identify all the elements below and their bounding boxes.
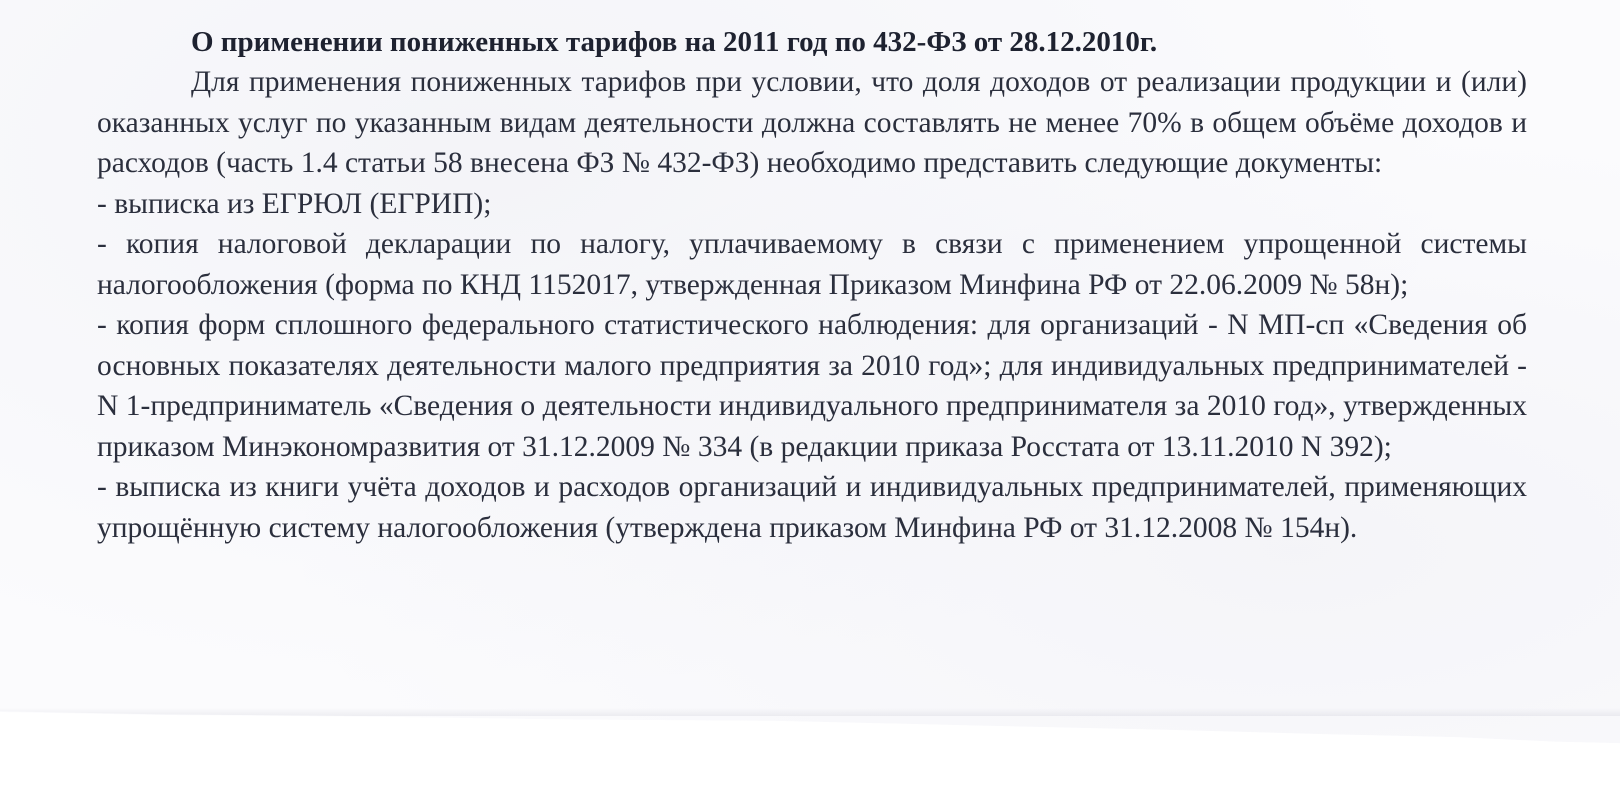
list-item-egrul: - выписка из ЕГРЮЛ (ЕГРИП); bbox=[97, 187, 492, 220]
list-item-tax-declaration: - копия налоговой декларации по налогу, уплачиваемому в связи с применением упрощенной системы налогообложения (форма по КНД 1152017, утвержденная Приказом Минфина РФ от 22.06.2009 № 58н); bbox=[97, 228, 1527, 301]
torn-edge-shadow bbox=[0, 708, 1620, 716]
intro-paragraph: Для применения пониженных тарифов при условии, что доля доходов от реализации продукции и (или) оказанных услуг по указанным видам деятельности должна составлять не менее 70% в общем объёме доходов и расходов (часть 1.4 статьи 58 внесена ФЗ № 432-ФЗ) необходимо представить следующие документы: bbox=[97, 66, 1527, 179]
list-item-income-book: - выписка из книги учёта доходов и расходов организаций и индивидуальных предпринимателей, применяющих упрощённую систему налогообложения (утверждена приказом Минфина РФ от 31.12.2008 № 154н). bbox=[97, 471, 1527, 544]
document-title: О применении пониженных тарифов на 2011 год по 432-ФЗ от 28.12.2010г. bbox=[191, 26, 1158, 58]
list-item-statistical-forms: - копия форм сплошного федерального статистического наблюдения: для организаций - N МП-сп «Сведения об основных показателях деятельности малого предприятия за 2010 год»; для индивидуальных предпринимателей - N 1-предприниматель «Сведения о деятельности индивидуального предпринимателя за 2010 год», утвержденных приказом Минэкономразвития от 31.12.2009 № 334 (в редакции приказа Росстата от 13.11.2010 N 392); bbox=[97, 309, 1527, 463]
document-body bbox=[97, 22, 1527, 548]
